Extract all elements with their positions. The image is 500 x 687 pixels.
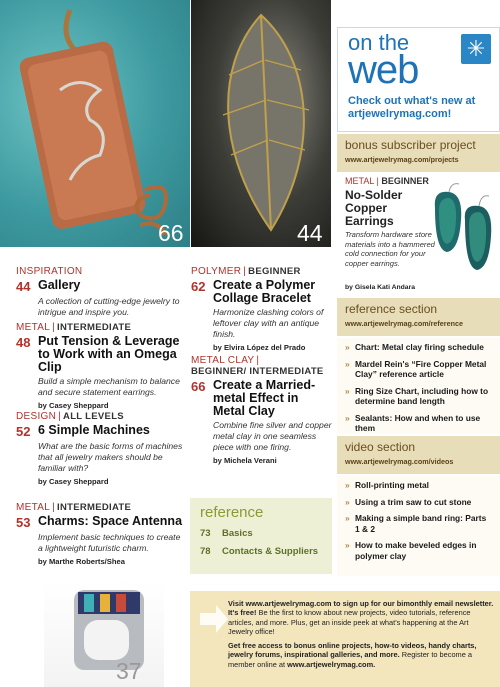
- page-number: 37: [116, 658, 142, 684]
- category-label: METAL: [345, 176, 375, 186]
- list-item-label: Roll-printing metal: [355, 480, 429, 490]
- toc-entry[interactable]: POLYMER | BEGINNER 62 Create a Polymer Collage Bracelet Harmonize clashing colors of leftover clay with an antique finish. by Elvira López del Prado: [191, 266, 333, 352]
- video-list: [337, 476, 500, 576]
- article-description: A collection of cutting-edge jewelry to intrigue and inspire you.: [38, 296, 180, 317]
- list-item[interactable]: [345, 342, 492, 353]
- list-item-label: Sealants: How and when to use them: [355, 412, 481, 433]
- reference-list: [337, 338, 500, 434]
- chevron-right-icon: »: [345, 540, 350, 550]
- article-description: Build a simple mechanism to balance and secure statement earrings.: [38, 376, 180, 397]
- level-label: BEGINNER/ INTERMEDIATE: [191, 366, 324, 377]
- newsletter-text-rest: Be the first to know about new projects, video tutorials, reference articles, and more. Plus, get an inside peek at what's happening at the Art Jewelry office!: [228, 608, 471, 637]
- mesh-leaf-illustration: [191, 0, 331, 247]
- article-description: Combine fine silver and copper metal clay in one seamless piece with one firing.: [213, 420, 332, 452]
- level-label: INTERMEDIATE: [57, 322, 132, 333]
- membership-text: [228, 641, 494, 669]
- level-label: BEGINNER: [381, 176, 429, 186]
- page-number: 44: [16, 279, 31, 294]
- reference-item[interactable]: [200, 528, 322, 539]
- project-author: by Gisela Kati Andara: [345, 284, 416, 291]
- list-item[interactable]: [345, 480, 492, 491]
- list-item[interactable]: [345, 540, 492, 561]
- page-number: 48: [16, 335, 31, 350]
- chevron-right-icon: »: [345, 342, 350, 352]
- chevron-right-icon: »: [345, 358, 350, 369]
- list-item-label: Mardel Rein's “Fire Copper Metal Clay” reference article: [355, 358, 487, 379]
- article-title: Charms: Space Antenna: [38, 514, 183, 528]
- section-url[interactable]: www.artjewelrymag.com/videos: [345, 457, 454, 466]
- list-item-label: Making a simple band ring: Parts 1 & 2: [355, 513, 487, 534]
- list-item-label: Chart: Metal clay firing schedule: [355, 342, 484, 352]
- article-author: by Elvira López del Prado: [213, 343, 306, 352]
- chevron-right-icon: »: [345, 480, 350, 490]
- level-label: ALL LEVELS: [63, 411, 124, 422]
- article-author: by Casey Sheppard: [38, 477, 109, 486]
- category-line: METAL | BEGINNER: [345, 176, 429, 186]
- project-description: Transform hardware store materials into a hammered cold connection for your copper earrings.: [345, 230, 435, 268]
- newsletter-text: [228, 599, 494, 637]
- newsletter-text-bold: Visit www.artjewelrymag.com to sign up for our bimonthly email newsletter. It's free!: [228, 599, 494, 618]
- article-description: What are the basic forms of machines that all jewelry makers should be familiar with?: [38, 441, 183, 473]
- list-item-label: How to make beveled edges in polymer clay: [355, 540, 477, 561]
- web-call-to-action[interactable]: Check out what's new at artjewelrymag.com!: [348, 95, 476, 120]
- section-url[interactable]: www.artjewelrymag.com/projects: [345, 155, 459, 164]
- list-item[interactable]: [345, 513, 492, 534]
- page-number: 52: [16, 424, 31, 439]
- list-item[interactable]: [345, 413, 492, 434]
- page-number: 66: [158, 220, 184, 246]
- section-title: bonus subscriber project: [345, 138, 476, 152]
- photo-copper-pendant: [0, 0, 190, 247]
- article-title: Gallery: [38, 278, 81, 292]
- bonus-project[interactable]: [337, 172, 500, 298]
- earrings-photo: [429, 180, 497, 284]
- chevron-right-icon: »: [345, 412, 350, 423]
- category-label: METAL: [16, 322, 51, 333]
- category-label: POLYMER: [191, 266, 242, 277]
- article-description: Harmonize clashing colors of leftover clay with an antique finish.: [213, 307, 324, 339]
- toc-entry[interactable]: METAL CLAY | BEGINNER/ INTERMEDIATE 66 Create a Married-metal Effect in Metal Clay Combine fine silver and copper metal clay in one seamless piece with one firing. by Michela Verani: [191, 355, 332, 465]
- page-number: 73: [200, 528, 211, 539]
- reference-label: Basics: [222, 528, 253, 539]
- chevron-right-icon: »: [345, 496, 350, 507]
- photo-mesh-leaf: [191, 0, 331, 247]
- section-title: video section: [345, 440, 416, 454]
- membership-text-bold: Get free access to bonus online projects, how-to videos, handy charts, jewelry forums, inspirational galleries, and more.: [228, 641, 477, 660]
- reference-section-header: [337, 298, 500, 336]
- level-label: INTERMEDIATE: [57, 502, 132, 513]
- reference-label: Contacts & Suppliers: [222, 546, 319, 557]
- article-title: 6 Simple Machines: [38, 423, 150, 437]
- chevron-right-icon: »: [345, 513, 350, 523]
- article-title: Put Tension & Leverage to Work with an Omega Clip: [38, 334, 180, 374]
- video-section-header: [337, 436, 500, 474]
- level-label: BEGINNER: [248, 266, 301, 277]
- inlay-ring-illustration: [44, 580, 164, 687]
- page-number: 53: [16, 515, 31, 530]
- list-item[interactable]: [345, 386, 492, 407]
- photo-inlay-ring: [44, 580, 164, 687]
- toc-entry[interactable]: METAL | INTERMEDIATE 53 Charms: Space Antenna Implement basic techniques to create a lightweight futuristic charm. by Marthe Roberts/Shea: [16, 502, 186, 566]
- web-header-large: web: [348, 48, 419, 92]
- bonus-project-header: [337, 134, 500, 172]
- article-title: Create a Polymer Collage Bracelet: [213, 278, 316, 305]
- web-header-small: on the: [348, 30, 410, 55]
- copper-pendant-illustration: [0, 0, 190, 247]
- toc-entry[interactable]: METAL | INTERMEDIATE 48 Put Tension & Leverage to Work with an Omega Clip Build a simple mechanism to balance and secure statement earrings. by Casey Sheppard: [16, 322, 186, 410]
- section-url[interactable]: www.artjewelrymag.com/reference: [345, 319, 463, 328]
- reference-title: reference: [200, 504, 264, 521]
- page-number: 78: [200, 546, 211, 557]
- list-item-label: Ring Size Chart, including how to determine band length: [355, 385, 489, 406]
- article-title: Create a Married-metal Effect in Metal Clay: [213, 378, 316, 418]
- membership-text-rest: Register to become a member online at: [228, 650, 472, 669]
- page-number: 62: [191, 279, 206, 294]
- article-author: by Michela Verani: [213, 456, 277, 465]
- list-item[interactable]: [345, 359, 492, 380]
- on-the-web-sidebar: [337, 0, 500, 587]
- list-item[interactable]: [345, 497, 492, 508]
- article-author: by Casey Sheppard: [38, 401, 109, 410]
- reference-box: [190, 498, 332, 574]
- toc-entry[interactable]: [16, 266, 186, 318]
- article-description: Implement basic techniques to create a lightweight futuristic charm.: [38, 532, 181, 553]
- web-header: [337, 27, 500, 132]
- sunburst-logo-icon: ✳: [461, 34, 491, 64]
- category-label: INSPIRATION: [16, 266, 83, 277]
- newsletter-banner: [190, 591, 500, 687]
- category-label: METAL: [16, 502, 51, 513]
- project-title: No-Solder Copper Earrings: [345, 188, 403, 228]
- chevron-right-icon: »: [345, 385, 350, 396]
- category-label: DESIGN: [16, 411, 57, 422]
- article-author: by Marthe Roberts/Shea: [38, 557, 125, 566]
- reference-item[interactable]: [200, 546, 322, 557]
- list-item-label: Using a trim saw to cut stone: [355, 496, 472, 507]
- toc-entry[interactable]: DESIGN | ALL LEVELS 52 6 Simple Machines What are the basic forms of machines that all jewelry makers should be familiar with? by Casey Sheppard: [16, 411, 186, 486]
- page-number: 44: [297, 220, 323, 246]
- membership-link[interactable]: www.artjewelrymag.com.: [287, 659, 376, 669]
- page-number: 66: [191, 379, 206, 394]
- category-label: METAL CLAY: [191, 355, 255, 366]
- section-title: reference section: [345, 302, 438, 316]
